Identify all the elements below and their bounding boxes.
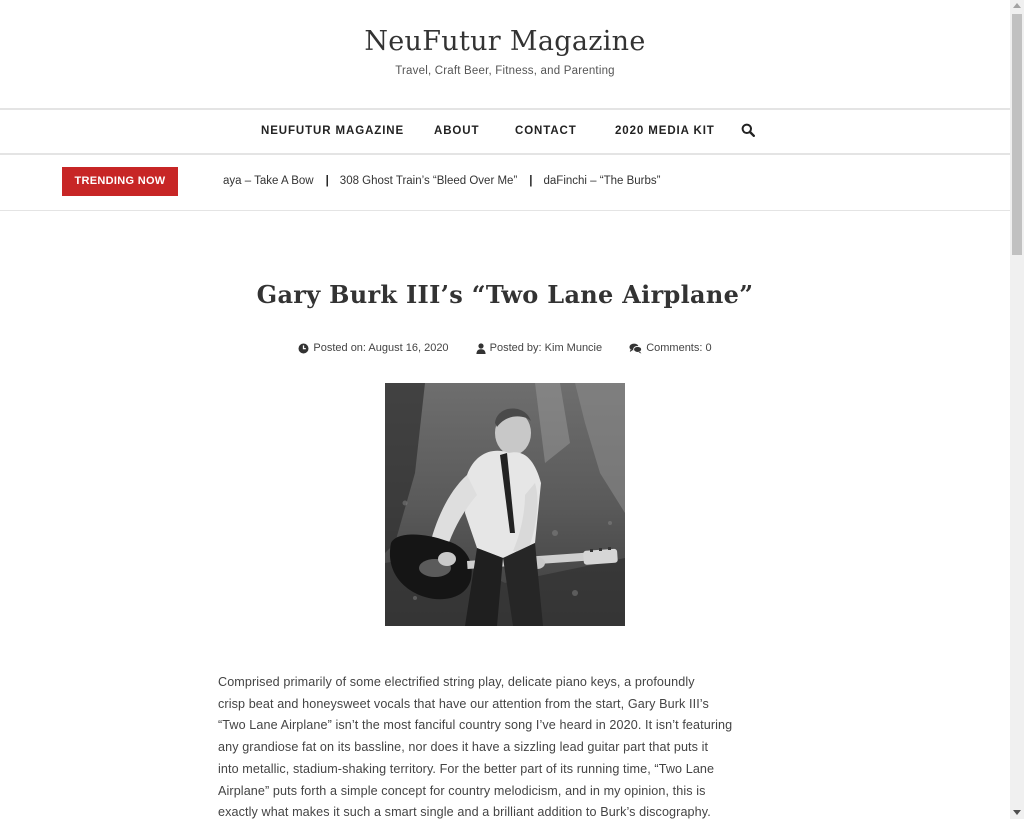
post-featured-image <box>385 383 625 626</box>
post-body-line: exactly what makes it such a smart single and a brilliant addition to Burk’s discography. <box>218 805 711 819</box>
ticker-item[interactable]: daFinchi – “The Burbs” <box>543 175 661 187</box>
site-header <box>0 0 1010 108</box>
post-body-line: “Two Lane Airplane” isn’t the most fanciful country song I’ve heard in 2020. It isn’t featuring <box>218 718 733 733</box>
search-icon[interactable] <box>741 123 759 141</box>
post-meta <box>0 342 1010 358</box>
ticker-item[interactable]: aya – Take A Bow <box>223 175 314 187</box>
comments-text[interactable]: Comments: 0 <box>646 342 712 354</box>
trending-badge: TRENDING NOW <box>62 167 178 196</box>
ticker-separator: | <box>325 175 329 187</box>
post-body-line: Comprised primarily of some electrified string play, delicate piano keys, a profoundly <box>218 675 695 689</box>
trending-bar <box>0 155 1010 211</box>
nav-item-neufutur-magazine[interactable]: NEUFUTUR MAGAZINE <box>261 125 405 137</box>
site-title[interactable]: NeuFutur Magazine <box>364 26 646 57</box>
post-body-line: Airplane” puts forth a simple concept for country melodicism, and in my opinion, this is <box>218 783 706 798</box>
vertical-scrollbar[interactable] <box>1010 0 1024 819</box>
scroll-down-icon[interactable] <box>1013 810 1021 815</box>
ticker-track <box>223 167 660 196</box>
meta-posted-on <box>298 342 448 354</box>
post-body-line: crisp beat and honeysweet vocals that have our attention from the start, Gary Burk III’s <box>218 696 709 711</box>
site-tagline: Travel, Craft Beer, Fitness, and Parenting <box>395 65 615 77</box>
main-nav <box>0 108 1010 155</box>
ticker-item[interactable]: 308 Ghost Train’s “Bleed Over Me” <box>339 175 518 187</box>
post-title: Gary Burk III’s “Two Lane Airplane” <box>256 280 754 309</box>
scrollbar-thumb[interactable] <box>1012 14 1022 255</box>
post-body <box>218 672 798 819</box>
scroll-up-icon[interactable] <box>1013 3 1021 8</box>
comments-icon <box>629 343 642 354</box>
nav-item-media-kit[interactable]: 2020 MEDIA KIT <box>615 125 715 137</box>
nav-item-contact[interactable]: CONTACT <box>515 125 577 137</box>
post-body-line: into metallic, stadium-shaking territory. For the better part of its running time, “Two Lane <box>218 761 715 776</box>
posted-by-text[interactable]: Posted by: Kim Muncie <box>489 342 603 354</box>
clock-icon <box>298 343 309 354</box>
trending-ticker <box>218 167 738 196</box>
post-body-line: any grandiose fat on its bassline, nor does it have a sizzling lead guitar part that puts it <box>218 740 709 755</box>
user-icon <box>476 343 486 354</box>
posted-on-text[interactable]: Posted on: August 16, 2020 <box>313 342 449 354</box>
nav-item-about[interactable]: ABOUT <box>434 125 480 137</box>
meta-posted-by <box>476 342 603 354</box>
ticker-separator: | <box>529 175 533 187</box>
meta-comments <box>629 342 711 354</box>
